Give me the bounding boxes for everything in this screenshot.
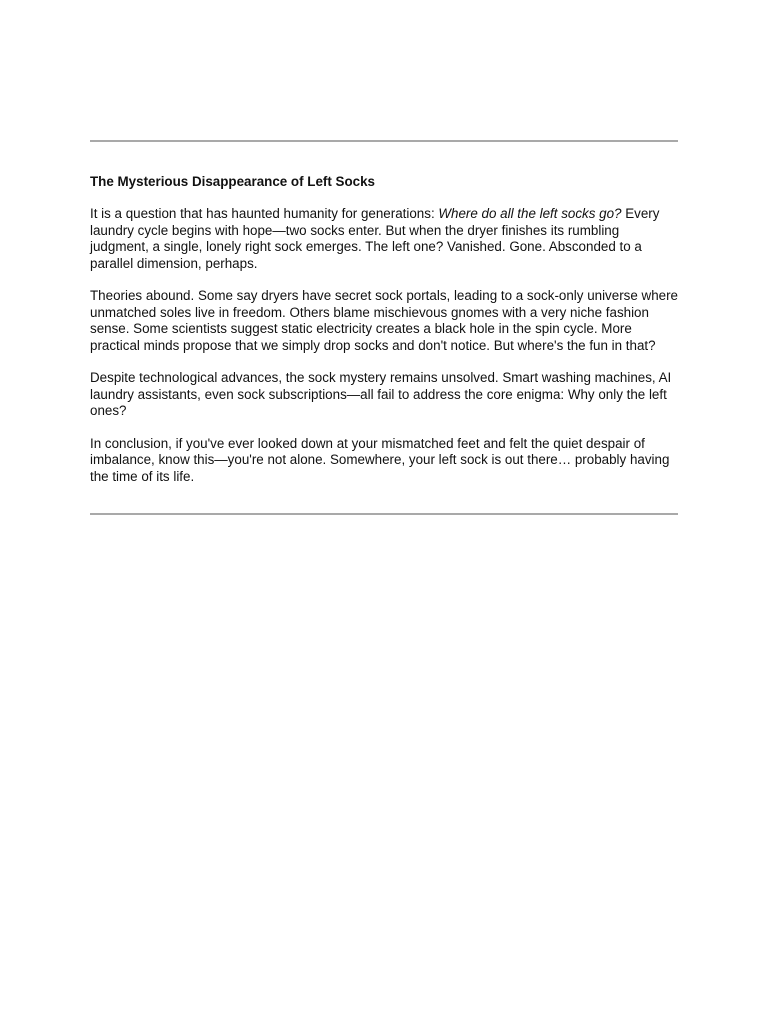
paragraph-intro [90, 206, 680, 272]
paragraph-technology: Despite technological advances, the sock mystery remains unsolved. Smart washing machines, AI laundry assistants, even sock subscriptions—all fail to address the core enigma: Why only the left ones? [90, 370, 672, 419]
top-divider [90, 140, 678, 142]
article-body [90, 174, 680, 485]
paragraph-theories: Theories abound. Some say dryers have secret sock portals, leading to a sock-only universe where unmatched soles live in freedom. Others blame mischievous gnomes with a very niche fashion sense. Some scientists suggest static electricity creates a black hole in the spin cycle. More practical minds propose that we simply drop socks and don't notice. But where's the fun in that? [90, 288, 678, 353]
bottom-divider [90, 513, 678, 515]
paragraph-intro-question: Where do all the left socks go? [438, 206, 622, 222]
paragraph-intro-lead: It is a question that has haunted humanity for generations: [90, 206, 439, 222]
paragraph-conclusion: In conclusion, if you've ever looked down at your mismatched feet and felt the quiet despair of imbalance, know this—you're not alone. Somewhere, your left sock is out there… probably having the time of its life. [90, 436, 670, 484]
paragraph-intro-rest: Every laundry cycle begins with hope—two socks enter. But when the dryer finishes its rumbling judgment, a single, lonely right sock emerges. The left one? Vanished. Gone. Absconded to a parallel dimension, perhaps. [90, 206, 660, 271]
article-title: The Mysterious Disappearance of Left Socks [90, 174, 376, 189]
